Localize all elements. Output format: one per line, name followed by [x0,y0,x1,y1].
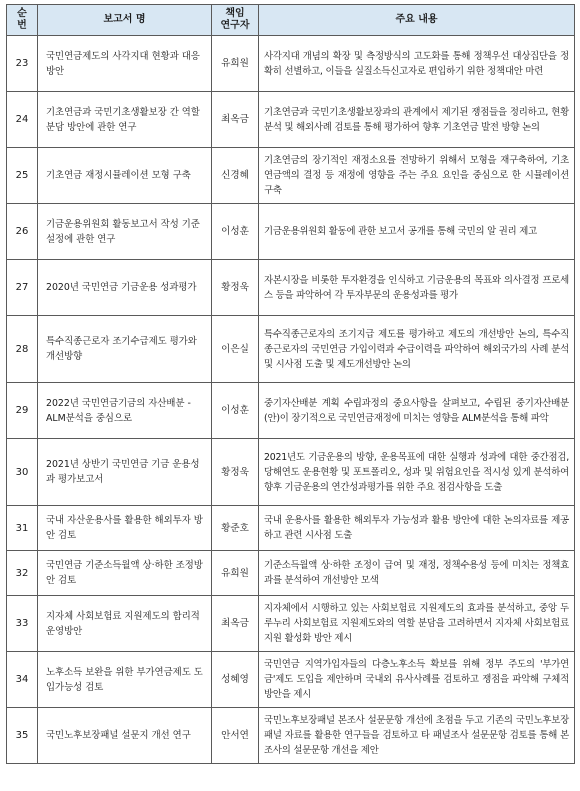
report-title: 기초연금과 국민기초생활보장 간 역할 분담 방안에 관한 연구 [38,92,212,148]
main-content: 기준소득월액 상·하한 조정이 급여 및 재정, 정책수용성 등에 미치는 정책효과를 분석하여 개선방안 모색 [259,551,575,596]
report-table-container [6,4,574,764]
report-title: 2020년 국민연금 기금운용 성과평가 [38,260,212,316]
table-row [7,708,575,764]
table-row [7,92,575,148]
report-title: 국민노후보장패널 설문지 개선 연구 [38,708,212,764]
row-number: 32 [7,551,38,596]
row-number: 29 [7,383,38,439]
row-number: 35 [7,708,38,764]
lead-researcher: 안서연 [212,708,259,764]
row-number: 34 [7,652,38,708]
header-content-text: 주요 내용 [395,14,438,25]
report-title: 기금운용위원회 활동보고서 작성 기준설정에 관한 연구 [38,204,212,260]
report-title: 국내 자산운용사를 활용한 해외투자 방안 검토 [38,506,212,551]
lead-researcher: 황준호 [212,506,259,551]
table-row [7,439,575,506]
main-content: 사각지대 개념의 확장 및 측정방식의 고도화를 통해 정책우선 대상집단을 정확히 선별하고, 이들을 실질소득신고자로 편입하기 위한 정책대안 마련 [259,36,575,92]
lead-researcher: 황정욱 [212,260,259,316]
table-row [7,596,575,652]
row-number: 30 [7,439,38,506]
report-title: 국민연금 기준소득월액 상·하한 조정방안 검토 [38,551,212,596]
row-number: 27 [7,260,38,316]
report-title: 기초연금 재정시뮬레이션 모형 구축 [38,148,212,204]
lead-researcher: 최옥금 [212,596,259,652]
main-content: 기초연금과 국민기초생활보장과의 관계에서 제기된 쟁점들을 정리하고, 현황 분석 및 해외사례 검토를 통해 평가하여 향후 기초연금 발전 방향 논의 [259,92,575,148]
lead-researcher: 황정욱 [212,439,259,506]
row-number: 26 [7,204,38,260]
report-title: 특수직종근로자 조기수급제도 평가와 개선방향 [38,316,212,383]
header-content [259,5,575,36]
header-title-text: 보고서 명 [103,14,146,25]
table-row [7,260,575,316]
table-row [7,316,575,383]
row-number: 25 [7,148,38,204]
main-content: 지자체에서 시행하고 있는 사회보험료 지원제도의 효과를 분석하고, 중앙 두루누리 사회보험료 지원제도와의 역할 분담을 고려하면서 지자체 사회보험료 지원 활성화 방안 제시 [259,596,575,652]
report-title: 지자체 사회보험료 지원제도의 합리적 운영방안 [38,596,212,652]
lead-researcher: 유희원 [212,551,259,596]
main-content: 자본시장을 비롯한 투자환경을 인식하고 기금운용의 목표와 의사결정 프로세스 등을 파악하여 각 투자부문의 운용성과를 평가 [259,260,575,316]
header-no-text: 순 번 [17,8,27,31]
header-author-text: 책임 연구자 [220,8,250,31]
table-row [7,148,575,204]
report-table [6,4,575,764]
main-content: 국민연금 지역가입자들의 다층노후소득 확보를 위해 정부 주도의 '부가연금'제도 도입을 제안하며 국내외 유사사례를 검토하고 쟁점을 파악해 구체적 방안을 제시 [259,652,575,708]
main-content: 중기자산배분 계획 수립과정의 중요사항을 살펴보고, 수립된 중기자산배분(안)이 장기적으로 국민연금재정에 미치는 영향을 ALM분석을 통해 파악 [259,383,575,439]
main-content: 국민노후보장패널 본조사 설문문항 개선에 초점을 두고 기존의 국민노후보장패널 자료를 활용한 연구들을 검토하고 타 패널조사 설문문항 검토를 통해 본조사의 설문문항 개선을 제안 [259,708,575,764]
lead-researcher: 신경혜 [212,148,259,204]
report-title: 노후소득 보완을 위한 부가연금제도 도입가능성 검토 [38,652,212,708]
table-row [7,652,575,708]
table-row [7,383,575,439]
lead-researcher: 최옥금 [212,92,259,148]
row-number: 24 [7,92,38,148]
main-content: 2021년도 기금운용의 방향, 운용목표에 대한 실행과 성과에 대한 중간점검, 당해연도 운용현황 및 포트폴리오, 성과 및 위험요인을 적시성 있게 분석하여 향후 기금운용의 연간성과평가를 위한 주요 점검사항을 도출 [259,439,575,506]
main-content: 특수직종근로자의 조기지급 제도를 평가하고 제도의 개선방안 논의, 특수직종근로자의 국민연금 가입이력과 수급이력을 파악하여 해외국가의 사례 분석 및 시사점 도출 및 제도개선방안 논의 [259,316,575,383]
table-row [7,551,575,596]
main-content: 기금운용위원회 활동에 관한 보고서 공개를 통해 국민의 알 권리 제고 [259,204,575,260]
header-no [7,5,38,36]
report-title: 2022년 국민연금기금의 자산배분 - ALM분석을 중심으로 [38,383,212,439]
main-content: 기초연금의 장기적인 재정소요를 전망하기 위해서 모형을 재구축하여, 기초연금액의 결정 등 재정에 영향을 주는 주요 요인을 중심으로 한 시뮬레이션 구축 [259,148,575,204]
lead-researcher: 이성훈 [212,204,259,260]
lead-researcher: 유희원 [212,36,259,92]
row-number: 33 [7,596,38,652]
report-title: 2021년 상반기 국민연금 기금 운용성과 평가보고서 [38,439,212,506]
table-row [7,506,575,551]
header-title [38,5,212,36]
main-content: 국내 운용사를 활용한 해외투자 가능성과 활용 방안에 대한 논의자료를 제공하고 관련 시사점 도출 [259,506,575,551]
row-number: 28 [7,316,38,383]
row-number: 23 [7,36,38,92]
row-number: 31 [7,506,38,551]
table-row [7,204,575,260]
lead-researcher: 이성훈 [212,383,259,439]
header-row [7,5,575,36]
table-row [7,36,575,92]
lead-researcher: 성혜영 [212,652,259,708]
lead-researcher: 이은실 [212,316,259,383]
report-title: 국민연금제도의 사각지대 현황과 대응 방안 [38,36,212,92]
header-author [212,5,259,36]
